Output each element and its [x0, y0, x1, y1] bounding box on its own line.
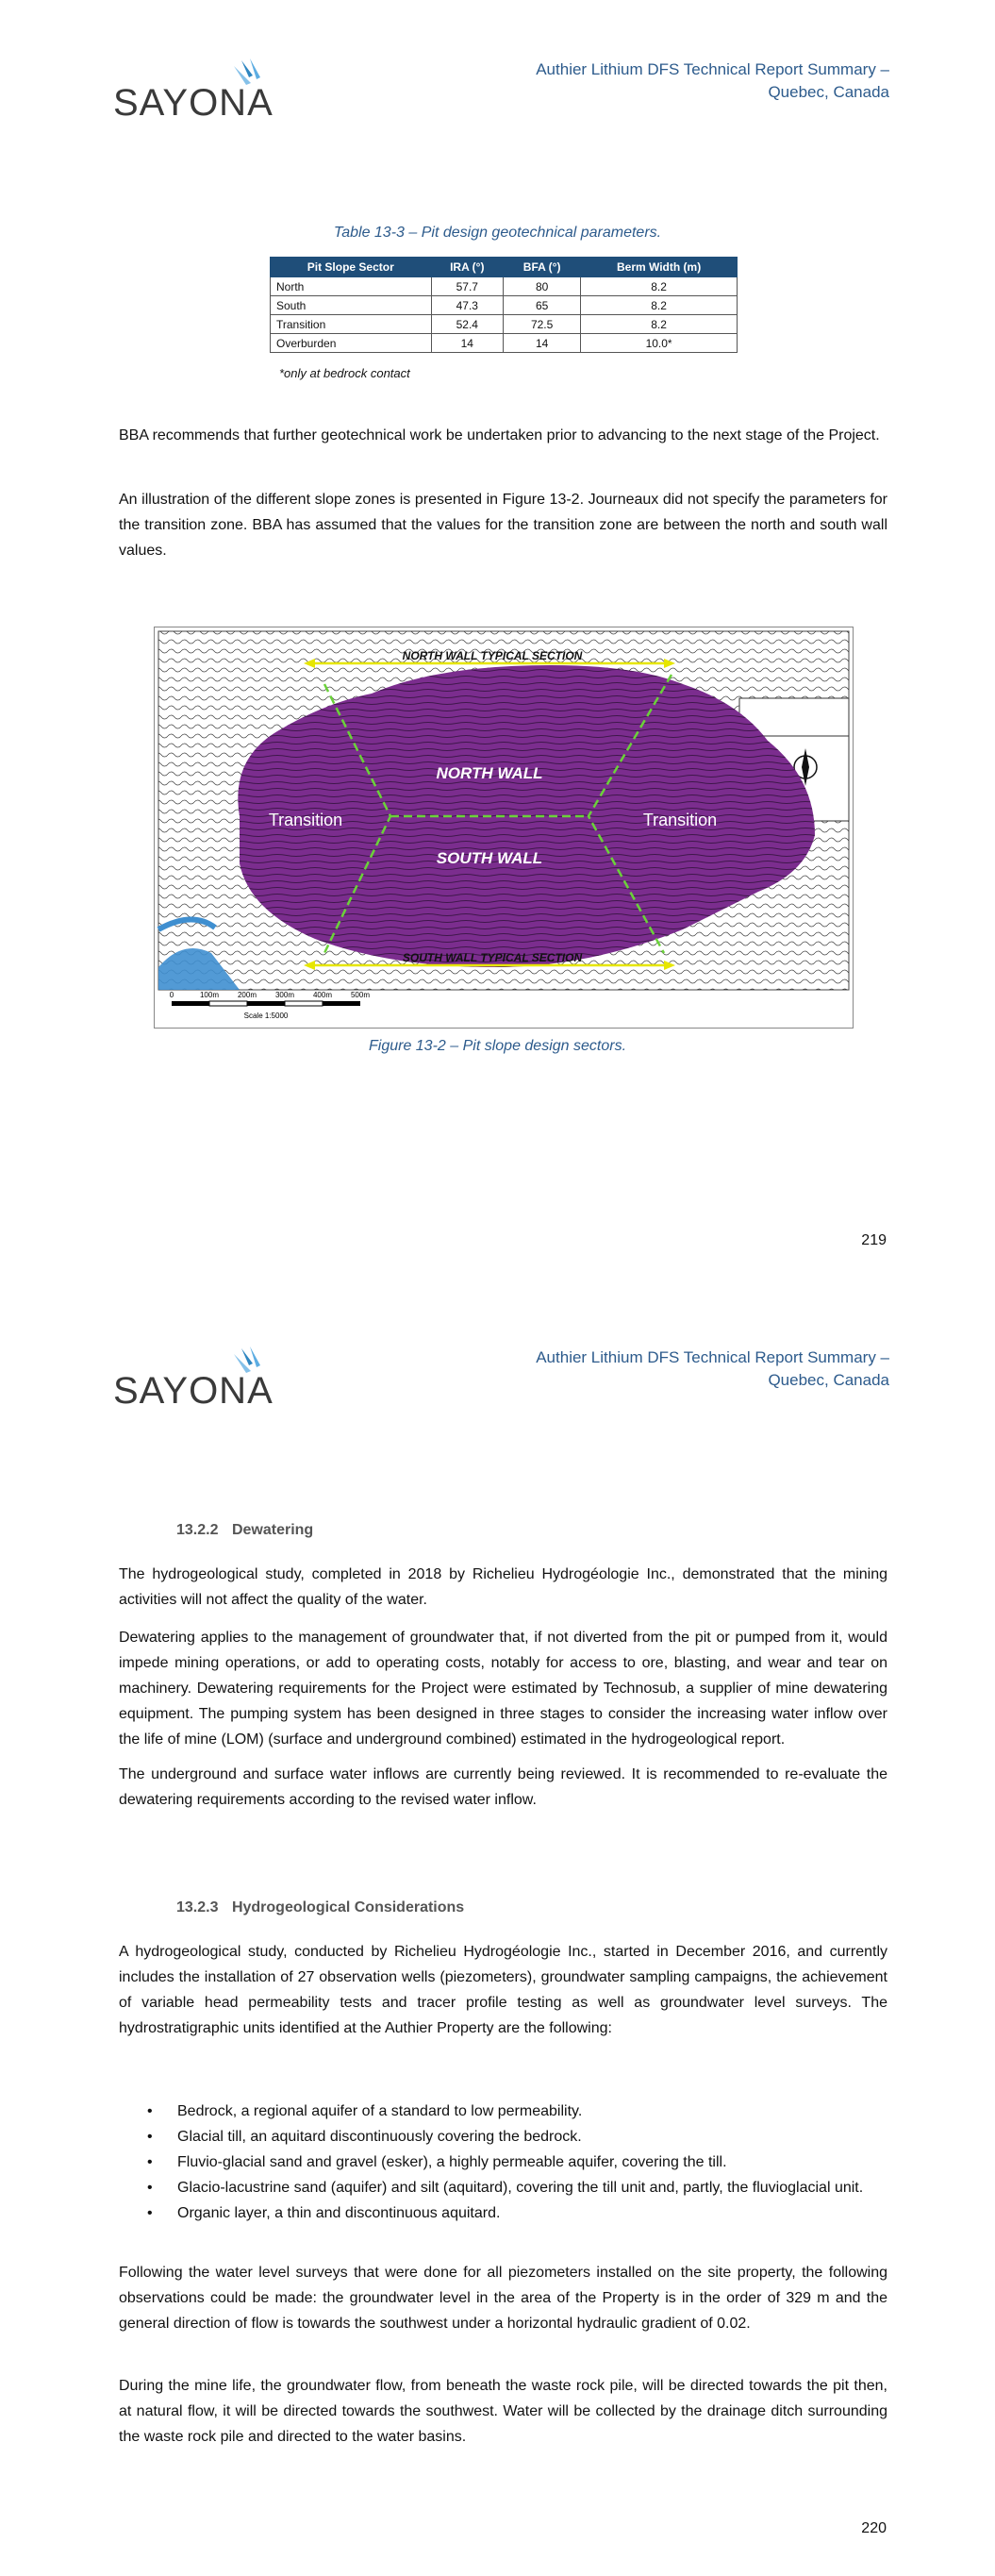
- page-number: 220: [861, 2520, 887, 2536]
- svg-text:100m: 100m: [199, 991, 220, 999]
- table-cell: 8.2: [581, 315, 738, 334]
- list-item: • Bedrock, a regional aquifer of a standard to low permeability.: [147, 2103, 583, 2119]
- svg-text:SAYONA: SAYONA: [113, 82, 274, 123]
- table-cell: South: [271, 296, 432, 315]
- report-title-line2: Quebec, Canada: [768, 83, 889, 101]
- paragraph: An illustration of the different slope zones is presented in Figure 13-2. Journeaux did not specify the parameters for the transition zone. BBA has assumed that the values for the transition zone are between the north and south wall values.: [119, 492, 887, 559]
- table-row: [271, 315, 738, 334]
- table-row: [271, 277, 738, 296]
- table-row: [271, 296, 738, 315]
- section-title: Dewatering: [231, 1522, 314, 1538]
- list-item: • Organic layer, a thin and discontinuous aquitard.: [147, 2205, 501, 2221]
- sayona-logo: [111, 57, 281, 123]
- sayona-logo: [111, 1345, 281, 1411]
- svg-text:0: 0: [169, 991, 174, 999]
- section-heading-dewatering: [176, 1522, 313, 1539]
- table-cell: 14: [504, 334, 581, 353]
- pit-slope-map: [155, 627, 853, 1028]
- svg-text:200m: 200m: [237, 991, 257, 999]
- svg-text:300m: 300m: [274, 991, 295, 999]
- column-header: Berm Width (m): [581, 258, 738, 277]
- column-header: IRA (°): [431, 258, 504, 277]
- paragraph: BBA recommends that further geotechnical work be undertaken prior to advancing to the next stage of the Project.: [119, 427, 880, 443]
- hydrostratigraphic-units-list: [119, 2099, 887, 2226]
- report-title-line1: Authier Lithium DFS Technical Report Summary –: [536, 1348, 889, 1366]
- paragraph: The hydrogeological study, completed in 2018 by Richelieu Hydrogéologie Inc., demonstrated that the mining activities will not affect the quality of the water.: [119, 1566, 887, 1608]
- south-wall-label: SOUTH WALL: [436, 849, 543, 867]
- table-cell: 8.2: [581, 296, 738, 315]
- svg-text:400m: 400m: [312, 991, 333, 999]
- figure-caption: Figure 13-2 – Pit slope design sectors.: [368, 1038, 627, 1054]
- table-cell: North: [271, 277, 432, 296]
- paragraph: A hydrogeological study, conducted by Richelieu Hydrogéologie Inc., started in December 2016, and currently includes the installation of 27 observation wells (piezometers), groundwater sampling campaigns, the achievement of variable head permeability tests and tracer profile testing as well as groundwater level surveys. The hydrostratigraphic units identified at the Authier Property are the following:: [119, 1944, 887, 2036]
- report-header: [437, 59, 889, 104]
- table-cell: 72.5: [504, 315, 581, 334]
- geotechnical-parameters-table: [270, 257, 738, 353]
- table-cell: 10.0*: [581, 334, 738, 353]
- report-title-line1: Authier Lithium DFS Technical Report Summary –: [536, 60, 889, 78]
- svg-text:500m: 500m: [350, 991, 371, 999]
- transition-left-label: Transition: [268, 811, 343, 829]
- table-row: [271, 334, 738, 353]
- page-number: 219: [861, 1232, 887, 1248]
- paragraph: Following the water level surveys that were done for all piezometers installed on the site property, the following observations could be made: the groundwater level in the area of the Property is in the order of 329 m and the general direction of flow is towards the southwest under a horizontal hydraulic gradient of 0.02.: [119, 2265, 887, 2332]
- table-cell: 65: [504, 296, 581, 315]
- column-header: BFA (°): [504, 258, 581, 277]
- section-title: Hydrogeological Considerations: [231, 1899, 465, 1915]
- transition-right-label: Transition: [642, 811, 718, 829]
- list-item: • Glacio-lacustrine sand (aquifer) and silt (aquitard), covering the till unit and, partly, the fluvioglacial unit.: [147, 2180, 864, 2196]
- table-header-row: [271, 258, 738, 277]
- paragraph: The underground and surface water inflows are currently being reviewed. It is recommended to re-evaluate the dewatering requirements according to the revised water inflow.: [119, 1766, 887, 1808]
- south-section-label: SOUTH WALL TYPICAL SECTION: [402, 951, 583, 964]
- table-cell: 47.3: [431, 296, 504, 315]
- sayona-logo-graphic: [111, 57, 281, 123]
- table-cell: 8.2: [581, 277, 738, 296]
- column-header: Pit Slope Sector: [271, 258, 432, 277]
- report-header: [437, 1347, 889, 1392]
- page-220: [0, 1288, 995, 2576]
- table-cell: 52.4: [431, 315, 504, 334]
- section-number: 13.2.2: [176, 1522, 219, 1538]
- table-footnote: *only at bedrock contact: [279, 366, 410, 380]
- pit-slope-figure: [154, 627, 854, 1029]
- table-cell: 80: [504, 277, 581, 296]
- paragraph: Dewatering applies to the management of groundwater that, if not diverted from the pit or pumped from it, would impede mining operations, or add to operating costs, notably for access to ore, blasting, and wear and tear on machinery. Dewatering requirements for the Project were estimated by Technosub, a supplier of mine dewatering equipment. The pumping system has been designed in three stages to consider the increasing water inflow over the life of mine (LOM) (surface and underground combined) estimated in the hydrogeological report.: [119, 1630, 887, 1748]
- svg-text:SAYONA: SAYONA: [113, 1370, 274, 1411]
- north-wall-label: NORTH WALL: [436, 764, 543, 782]
- table-cell: Transition: [271, 315, 432, 334]
- report-title-line2: Quebec, Canada: [768, 1371, 889, 1389]
- table-cell: Overburden: [271, 334, 432, 353]
- list-item: • Glacial till, an aquitard discontinuously covering the bedrock.: [147, 2129, 582, 2145]
- sayona-logo-graphic: [111, 1345, 281, 1411]
- paragraph: During the mine life, the groundwater flow, from beneath the waste rock pile, will be directed towards the pit then, at natural flow, it will be directed towards the southwest. Water will be collected by the drainage ditch surrounding the waste rock pile and directed to the water basins.: [119, 2378, 887, 2445]
- list-item: • Fluvio-glacial sand and gravel (esker), a highly permeable aquifer, covering the till.: [147, 2154, 727, 2170]
- table-cell: 57.7: [431, 277, 504, 296]
- north-section-label: NORTH WALL TYPICAL SECTION: [402, 649, 583, 662]
- svg-text:Scale 1:5000: Scale 1:5000: [243, 1012, 289, 1020]
- scale-bar: [170, 991, 371, 1020]
- table-caption: Table 13-3 – Pit design geotechnical parameters.: [333, 225, 662, 241]
- table-cell: 14: [431, 334, 504, 353]
- section-number: 13.2.3: [176, 1899, 219, 1915]
- section-heading-hydrogeological: [176, 1899, 464, 1916]
